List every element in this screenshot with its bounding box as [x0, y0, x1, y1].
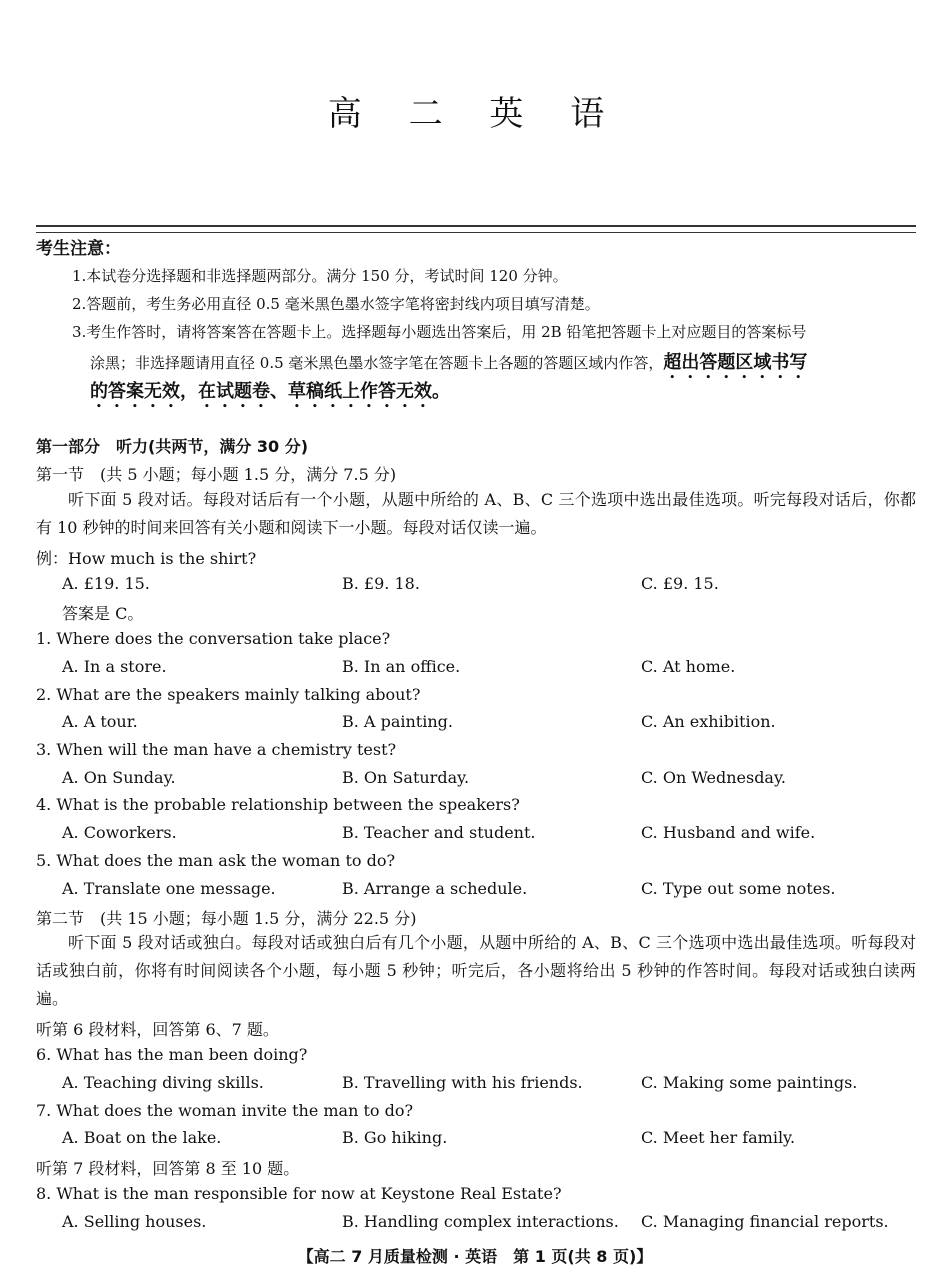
q8-option-a: A. Selling houses. [62, 1212, 207, 1231]
question-3: 3. When will the man have a chemistry test? [36, 740, 397, 759]
q6-option-a: A. Teaching diving skills. [62, 1073, 264, 1092]
question-4: 4. What is the probable relationship between the speakers? [36, 795, 520, 814]
q3-option-c: C. On Wednesday. [641, 768, 786, 787]
q8-option-b: B. Handling complex interactions. [342, 1212, 619, 1231]
q1-option-b: B. In an office. [342, 657, 461, 676]
question-2: 2. What are the speakers mainly talking about? [36, 685, 421, 704]
notice-item-3-line3 [90, 377, 450, 412]
q5-option-a: A. Translate one message. [62, 879, 276, 898]
section1-heading: 第一节 (共 5 小题；每小题 1.5 分，满分 7.5 分) [36, 465, 397, 484]
q6-option-b: B. Travelling with his friends. [342, 1073, 583, 1092]
q7-option-b: B. Go hiking. [342, 1128, 448, 1147]
q7-option-c: C. Meet her family. [641, 1128, 796, 1147]
example-answer: 答案是 C。 [62, 604, 144, 623]
q2-option-a: A. A tour. [62, 712, 138, 731]
notice-heading: 考生注意： [36, 239, 121, 259]
q4-option-b: B. Teacher and student. [342, 823, 536, 842]
q2-option-b: B. A painting. [342, 712, 453, 731]
question-5: 5. What does the man ask the woman to do? [36, 851, 396, 870]
section2-instruction: 听下面 5 段对话或独白。每段对话或独白后有几个小题，从题中所给的 A、B、C 三个选项中选出最佳选项。听每段对话或独白前，你将有时间阅读各个小题，每小题 5 秒钟；听完后，各小题将给出 5 秒钟的作答时间。每段对话或独白读两遍。 [36, 933, 916, 1008]
question-6: 6. What has the man been doing? [36, 1045, 308, 1064]
example-option-c: C. £9. 15. [641, 574, 719, 593]
q3-option-b: B. On Saturday. [342, 768, 470, 787]
notice-item-3-emphasis-a: 超出答题区域书写 [663, 352, 808, 373]
notice-item-3-emphasis-b: 的答案无效，在试题卷、草稿纸上作答无效。 [90, 381, 450, 402]
example-option-b: B. £9. 18. [342, 574, 420, 593]
header-divider [36, 225, 916, 233]
section1-instruction: 听下面 5 段对话。每段对话后有一个小题，从题中所给的 A、B、C 三个选项中选出最佳选项。听完每段对话后，你都有 10 秒钟的时间来回答有关小题和阅读下一小题。每段对话仅读一遍。 [36, 490, 916, 537]
q8-option-c: C. Managing financial reports. [641, 1212, 889, 1231]
question-8: 8. What is the man responsible for now at Keystone Real Estate? [36, 1184, 562, 1203]
notice-item-1: 1.本试卷分选择题和非选择题两部分。满分 150 分，考试时间 120 分钟。 [72, 267, 568, 285]
q4-option-c: C. Husband and wife. [641, 823, 816, 842]
notice-item-3-line1: 3.考生作答时，请将答案答在答题卡上。选择题每小题选出答案后，用 2B 铅笔把答题卡上对应题目的答案标号 [72, 323, 807, 341]
q6-option-c: C. Making some paintings. [641, 1073, 858, 1092]
part1-title: 第一部分 听力(共两节，满分 30 分) [36, 437, 309, 456]
page-footer: 【高二 7 月质量检测 · 英语 第 1 页(共 8 页)】 [297, 1247, 653, 1266]
section2-heading: 第二节 (共 15 小题；每小题 1.5 分，满分 22.5 分) [36, 909, 417, 928]
q1-option-a: A. In a store. [62, 657, 167, 676]
example-option-a: A. £19. 15. [62, 574, 150, 593]
q1-option-c: C. At home. [641, 657, 736, 676]
notice-item-2: 2.答题前，考生务必用直径 0.5 毫米黑色墨水签字笔将密封线内项目填写清楚。 [72, 295, 600, 313]
q7-option-a: A. Boat on the lake. [62, 1128, 222, 1147]
q5-option-b: B. Arrange a schedule. [342, 879, 528, 898]
q3-option-a: A. On Sunday. [62, 768, 176, 787]
question-1: 1. Where does the conversation take place? [36, 629, 391, 648]
material-6-note: 听第 6 段材料，回答第 6、7 题。 [36, 1020, 279, 1039]
question-7: 7. What does the woman invite the man to do? [36, 1101, 414, 1120]
page-title: 高 二 英 语 [327, 94, 623, 134]
example-question: 例：How much is the shirt? [36, 549, 257, 568]
q2-option-c: C. An exhibition. [641, 712, 776, 731]
q5-option-c: C. Type out some notes. [641, 879, 836, 898]
material-7-note: 听第 7 段材料，回答第 8 至 10 题。 [36, 1159, 300, 1178]
notice-item-3-plain: 涂黑；非选择题请用直径 0.5 毫米黑色墨水签字笔在答题卡上各题的答题区域内作答， [90, 354, 664, 372]
q4-option-a: A. Coworkers. [62, 823, 177, 842]
